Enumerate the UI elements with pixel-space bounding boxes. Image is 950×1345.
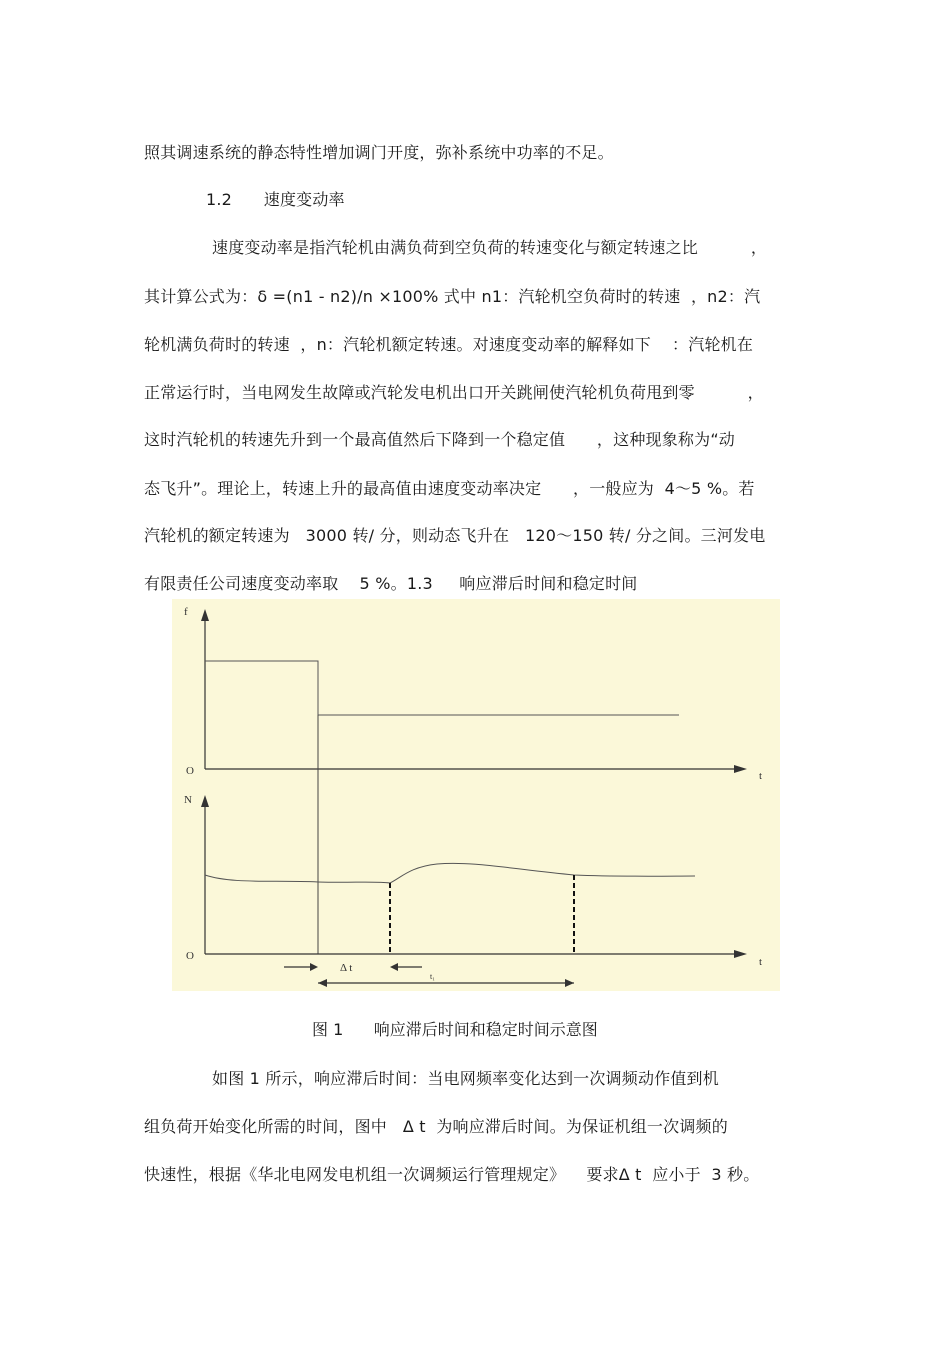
delta-t-label: Δ t	[340, 962, 353, 974]
bottom-origin-label: O	[186, 950, 194, 962]
settle-time-label: t₁	[430, 972, 436, 981]
paragraph-line: 正常运行时，当电网发生故障或汽轮发电机出口开关跳闸使汽轮机负荷甩到零 ，	[144, 383, 764, 402]
frequency-step-line	[205, 661, 679, 715]
top-x-arrow	[734, 765, 747, 773]
paragraph-line: 照其调速系统的静态特性增加调门开度，弥补系统中功率的不足。	[144, 143, 614, 162]
paragraph-line: 有限责任公司速度变动率取 5 %。1.3 响应滞后时间和稳定时间	[144, 574, 638, 593]
section-heading: 1.2 速度变动率	[206, 190, 345, 209]
response-time-figure	[172, 599, 780, 991]
bottom-axis-label: N	[184, 794, 192, 806]
top-y-arrow	[201, 609, 209, 621]
paragraph-line: 汽轮机的额定转速为 3000 转/ 分，则动态飞升在 120～150 转/ 分之间。三河发电	[144, 526, 766, 545]
bottom-x-arrow	[734, 950, 747, 958]
figure-caption: 图 1 响应滞后时间和稳定时间示意图	[312, 1020, 598, 1039]
paragraph-line: 速度变动率是指汽轮机由满负荷到空负荷的转速变化与额定转速之比 ，	[212, 238, 768, 257]
paragraph-line: 快速性，根据《华北电网发电机组一次调频运行管理规定》 要求Δ t 应小于 3 秒。	[144, 1165, 760, 1184]
paragraph-line: 其计算公式为：δ =(n1 - n2)/n ×100% 式中 n1：汽轮机空负荷时的转速 ，n2：汽	[144, 287, 761, 306]
top-time-label: t	[759, 770, 763, 782]
paragraph-line: 组负荷开始变化所需的时间，图中 Δ t 为响应滞后时间。为保证机组一次调频的	[144, 1117, 728, 1136]
bottom-y-arrow	[201, 795, 209, 807]
paragraph-line: 这时汽轮机的转速先升到一个最高值然后下降到一个稳定值 ，这种现象称为“动	[144, 430, 736, 449]
paragraph-line: 如图 1 所示，响应滞后时间：当电网频率变化达到一次调频动作值到机	[212, 1069, 719, 1088]
top-axis-label: f	[184, 606, 188, 618]
top-origin-label: O	[186, 765, 194, 777]
bottom-time-label: t	[759, 956, 763, 968]
paragraph-line: 轮机满负荷时的转速 ，n：汽轮机额定转速。对速度变动率的解释如下 ：汽轮机在	[144, 335, 754, 354]
speed-curve	[205, 863, 695, 883]
figure-diagram	[172, 599, 780, 991]
paragraph-line: 态飞升”。理论上，转速上升的最高值由速度变动率决定 ，一般应为 4～5 %。若	[144, 479, 755, 498]
